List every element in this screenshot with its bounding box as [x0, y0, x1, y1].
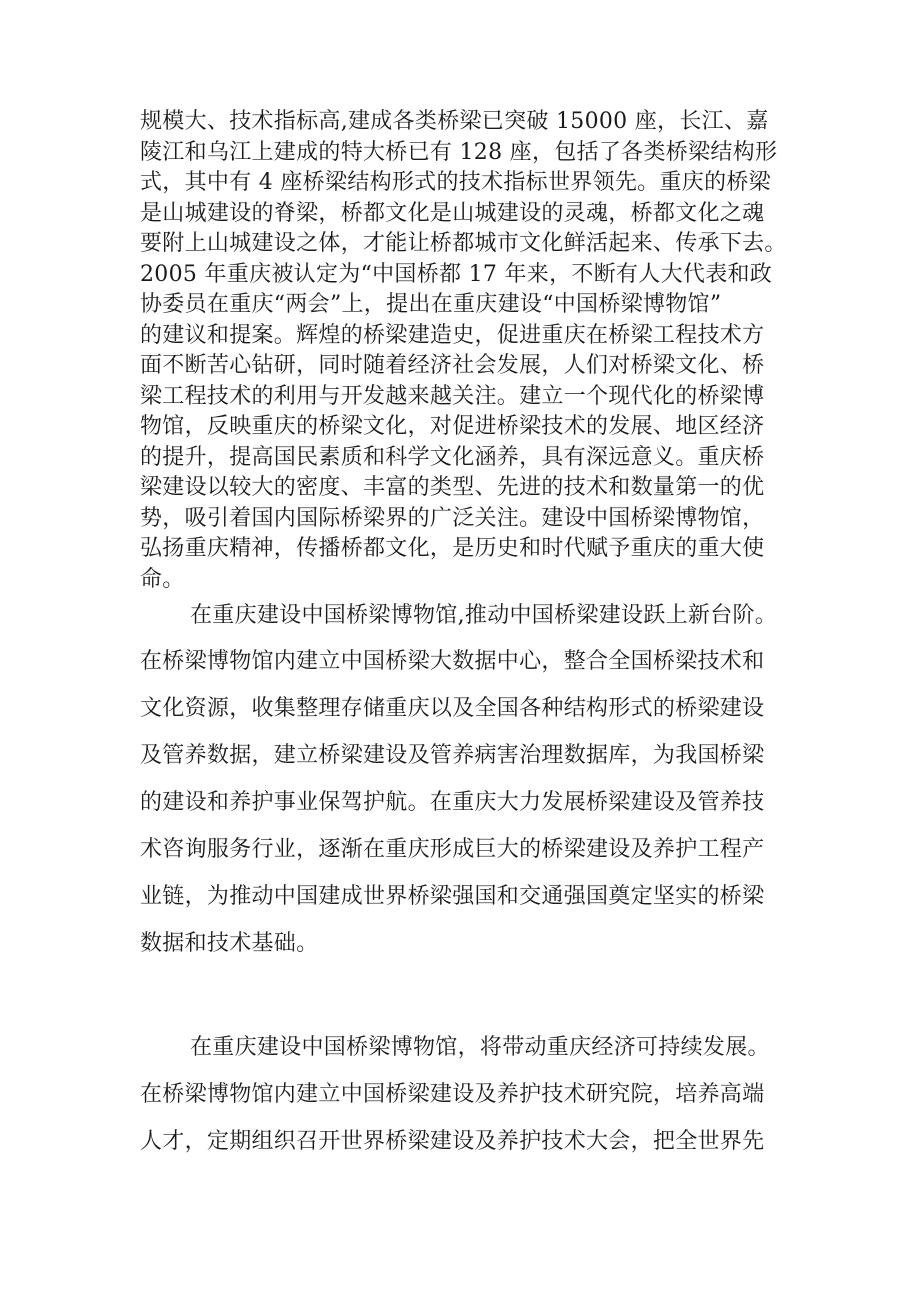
- text-line: 协委员在重庆“两会”上，提出在重庆建设“中国桥梁博物馆”: [140, 292, 722, 317]
- text-line: 在桥梁博物馆内建立中国桥梁大数据中心，整合全国桥梁技术和: [140, 649, 765, 674]
- text-line: 文化资源，收集整理存储重庆以及全国各种结构形式的桥梁建设: [140, 696, 765, 721]
- text-line: 弘扬重庆精神，传播桥都文化，是历史和时代赋予重庆的重大使: [140, 536, 765, 561]
- text-line: 2005 年重庆被认定为“中国桥都 17 年来，不断有人大代表和政: [140, 262, 773, 287]
- text-line: 要附上山城建设之体，才能让桥都城市文化鲜活起来、传承下去。: [140, 231, 787, 256]
- text-line: 业链，为推动中国建成世界桥梁强国和交通强国奠定坚实的桥梁: [140, 884, 765, 909]
- text-line: 梁工程技术的利用与开发越来越关注。建立一个现代化的桥梁博: [140, 384, 765, 409]
- text-line: 的建议和提案。辉煌的桥梁建造史，促进重庆在桥梁工程技术方: [140, 323, 765, 348]
- text-line: 陵江和乌江上建成的特大桥已有 128 座，包括了各类桥梁结构形: [140, 140, 778, 165]
- text-line: 面不断苦心钻研，同时随着经济社会发展，人们对桥梁文化、桥: [140, 353, 765, 378]
- text-line: 式，其中有 4 座桥梁结构形式的技术指标世界领先。重庆的桥梁: [140, 170, 771, 195]
- text-line: 的提升，提高国民素质和科学文化涵养，具有深远意义。重庆桥: [140, 445, 765, 470]
- text-line: 物馆，反映重庆的桥梁文化，对促进桥梁技术的发展、地区经济: [140, 414, 765, 439]
- text-line: 梁建设以较大的密度、丰富的类型、先进的技术和数量第一的优: [140, 475, 765, 500]
- text-line: 规模大、技术指标高,建成各类桥梁已突破 15000 座，长江、嘉: [140, 109, 769, 134]
- text-line: 及管养数据，建立桥梁建设及管养病害治理数据库，为我国桥梁: [140, 743, 765, 768]
- text-line: 人才，定期组织召开世界桥梁建设及养护技术大会，把全世界先: [140, 1129, 765, 1154]
- text-line: 命。: [140, 567, 185, 592]
- text-line: 是山城建设的脊梁，桥都文化是山城建设的灵魂，桥都文化之魂: [140, 201, 765, 226]
- text-line: 的建设和养护事业保驾护航。在重庆大力发展桥梁建设及管养技: [140, 790, 765, 815]
- text-line: 术咨询服务行业，逐渐在重庆形成巨大的桥梁建设及养护工程产: [140, 837, 765, 862]
- text-line: 数据和技术基础。: [140, 931, 319, 956]
- text-line: 在重庆建设中国桥梁博物馆，将带动重庆经济可持续发展。: [190, 1035, 770, 1060]
- text-line: 势，吸引着国内国际桥梁界的广泛关注。建设中国桥梁博物馆，: [140, 506, 765, 531]
- text-line: 在重庆建设中国桥梁博物馆,推动中国桥梁建设跃上新台阶。: [190, 603, 778, 628]
- text-line: 在桥梁博物馆内建立中国桥梁建设及养护技术研究院，培养高端: [140, 1082, 765, 1107]
